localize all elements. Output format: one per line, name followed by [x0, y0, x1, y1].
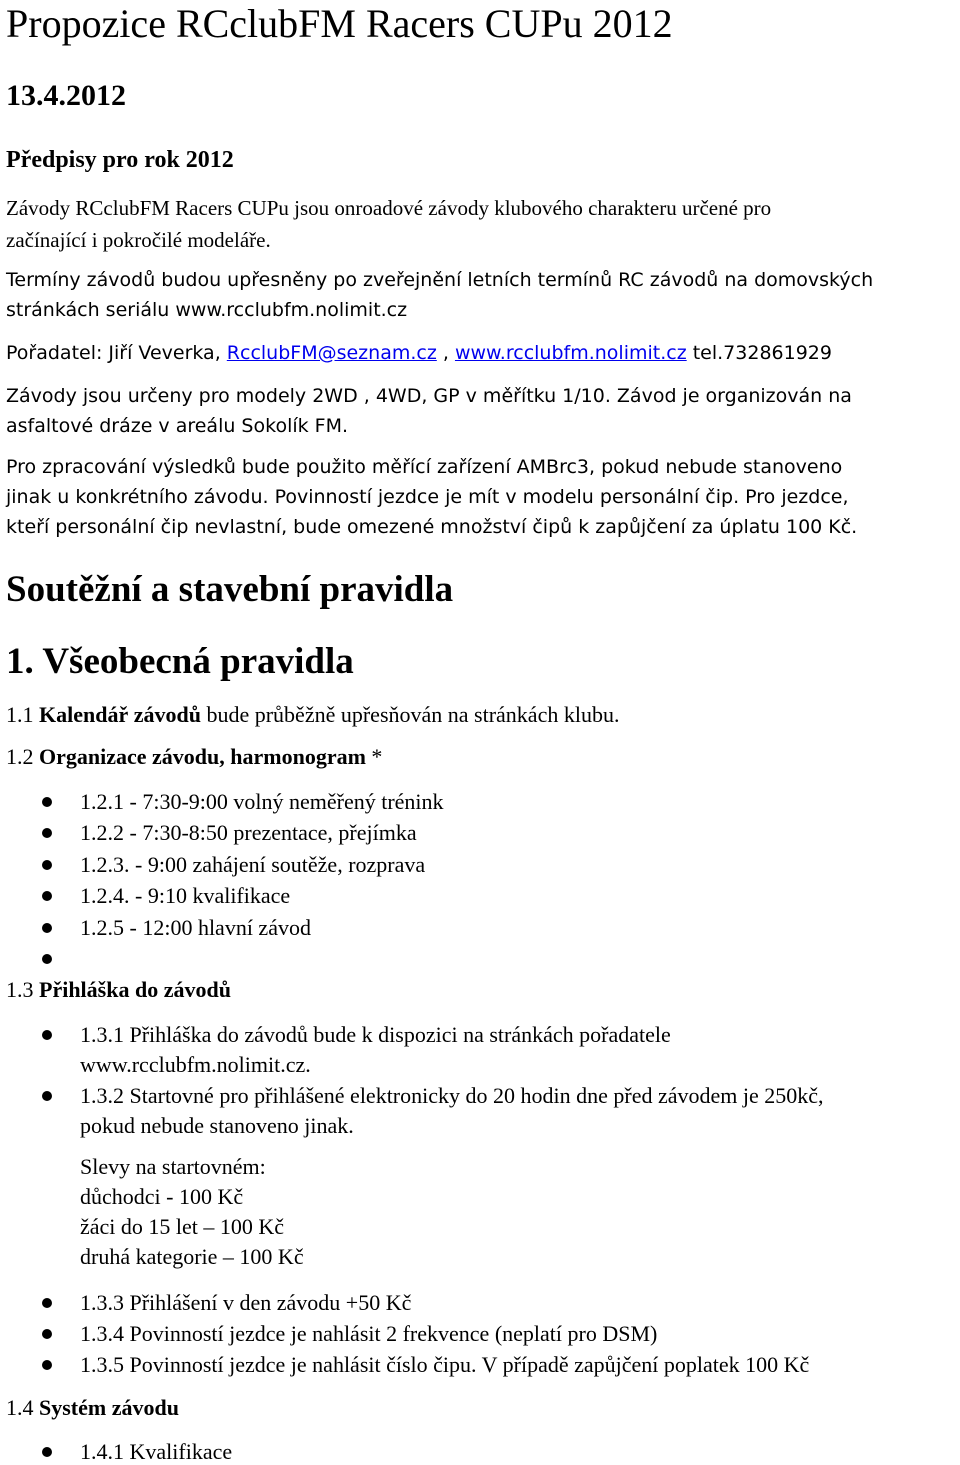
bullet-icon	[42, 891, 52, 901]
rule-1-1-rest: bude průběžně upřesňován na stránkách klubu.	[200, 702, 620, 727]
rule-1-3-number: 1.3	[6, 977, 39, 1002]
list-item	[0, 818, 960, 848]
bullet-icon	[42, 1447, 52, 1457]
list-item-text: 1.3.3 Přihlášení v den závodu +50 Kč	[80, 1290, 412, 1315]
list-item	[0, 913, 960, 943]
list-item-text: 1.2.2 - 7:30-8:50 prezentace, přejímka	[80, 820, 417, 845]
bullet-icon	[42, 797, 52, 807]
organizer-separator: ,	[436, 342, 455, 364]
terms-line-2: stránkách seriálu www.rcclubfm.nolimit.cz	[6, 299, 408, 321]
list-item	[0, 1020, 960, 1050]
organizer-line	[6, 338, 960, 368]
results-paragraph	[6, 452, 960, 542]
bullet-icon	[42, 954, 52, 964]
list-item	[0, 1350, 960, 1380]
rule-1-1	[6, 700, 619, 730]
organizer-email-link[interactable]: RcclubFM@seznam.cz	[226, 342, 437, 364]
list-item	[0, 881, 960, 911]
section-heading: Soutěžní a stavební pravidla	[6, 569, 454, 610]
discount-item: žáci do 15 let – 100 Kč	[80, 1214, 285, 1239]
discount-item: důchodci - 100 Kč	[80, 1184, 244, 1209]
rules-heading: Předpisy pro rok 2012	[6, 147, 234, 173]
organizer-prefix: Pořadatel: Jiří Veverka,	[6, 342, 227, 364]
list-item-text: 1.3.2 Startovné pro přihlášené elektronicky do 20 hodin dne před závodem je 250kč,	[80, 1083, 824, 1108]
bullet-icon	[42, 1329, 52, 1339]
rule-1-2-number: 1.2	[6, 744, 39, 769]
results-line-3: kteří personální čip nevlastní, bude omezené množství čipů k zapůjčení za úplatu 100 Kč.	[6, 516, 858, 538]
bullet-icon	[42, 828, 52, 838]
terms-line-1: Termíny závodů budou upřesněny po zveřejnění letních termínů RC závodů na domovských	[6, 269, 874, 291]
list-item	[0, 1319, 960, 1349]
rule-1-2	[6, 742, 382, 772]
list-item-text: 1.2.4. - 9:10 kvalifikace	[80, 883, 291, 908]
discount-heading: Slevy na startovném:	[80, 1154, 266, 1179]
list-item-text: 1.2.3. - 9:00 zahájení soutěže, rozprava	[80, 852, 426, 877]
subsection-heading: 1. Všeobecná pravidla	[6, 641, 354, 682]
terms-paragraph	[6, 265, 960, 325]
bullet-icon	[42, 1030, 52, 1040]
intro-line-1: Závody RCclubFM Racers CUPu jsou onroadové závody klubového charakteru určené pro	[6, 196, 772, 220]
intro-paragraph	[6, 192, 960, 256]
bullet-icon	[42, 1298, 52, 1308]
list-item	[0, 1081, 960, 1111]
models-paragraph	[6, 381, 960, 441]
bullet-icon	[42, 923, 52, 933]
rule-1-4	[6, 1393, 179, 1423]
list-item-text: 1.3.4 Povinností jezdce je nahlásit 2 frekvence (neplatí pro DSM)	[80, 1321, 658, 1346]
rule-1-4-bold: Systém závodu	[39, 1395, 179, 1420]
intro-line-2: začínající i pokročilé modeláře.	[6, 228, 271, 252]
list-item	[0, 944, 960, 974]
list-item	[0, 850, 960, 880]
rule-1-2-bold: Organizace závodu, harmonogram	[39, 744, 366, 769]
results-line-1: Pro zpracování výsledků bude použito měřící zařízení AMBrc3, pokud nebude stanoveno	[6, 456, 843, 478]
list-item-continuation: www.rcclubfm.nolimit.cz.	[80, 1052, 311, 1077]
models-line-1: Závody jsou určeny pro modely 2WD , 4WD, GP v měřítku 1/10. Závod je organizován na	[6, 385, 852, 407]
models-line-2: asfaltové dráze v areálu Sokolík FM.	[6, 415, 349, 437]
list-item	[0, 1288, 960, 1318]
list-item	[0, 1437, 960, 1465]
rule-1-1-bold: Kalendář závodů	[39, 702, 201, 727]
rule-1-2-rest: *	[365, 744, 383, 769]
document-date: 13.4.2012	[6, 79, 126, 112]
list-item	[0, 787, 960, 817]
rule-1-4-number: 1.4	[6, 1395, 39, 1420]
list-item-text: 1.2.1 - 7:30-9:00 volný neměřený trénink	[80, 789, 444, 814]
bullet-icon	[42, 1360, 52, 1370]
bullet-icon	[42, 1091, 52, 1101]
list-item-continuation: pokud nebude stanoveno jinak.	[80, 1113, 354, 1138]
discount-item: druhá kategorie – 100 Kč	[80, 1244, 304, 1269]
organizer-website-link[interactable]: www.rcclubfm.nolimit.cz	[454, 342, 687, 364]
rule-1-3-bold: Přihláška do závodů	[39, 977, 231, 1002]
list-item-text: 1.4.1 Kvalifikace	[80, 1439, 233, 1464]
list-item-text: 1.2.5 - 12:00 hlavní závod	[80, 915, 311, 940]
organizer-phone: tel.732861929	[686, 342, 832, 364]
rule-1-3	[6, 975, 231, 1005]
bullet-icon	[42, 860, 52, 870]
rule-1-1-number: 1.1	[6, 702, 39, 727]
results-line-2: jinak u konkrétního závodu. Povinností jezdce je mít v modelu personální čip. Pro jezdce,	[6, 486, 849, 508]
list-item-text: 1.3.5 Povinností jezdce je nahlásit číslo čipu. V případě zapůjčení poplatek 100 Kč	[80, 1352, 810, 1377]
list-item-text: 1.3.1 Přihláška do závodů bude k dispozici na stránkách pořadatele	[80, 1022, 671, 1047]
document-title: Propozice RCclubFM Racers CUPu 2012	[6, 1, 673, 46]
